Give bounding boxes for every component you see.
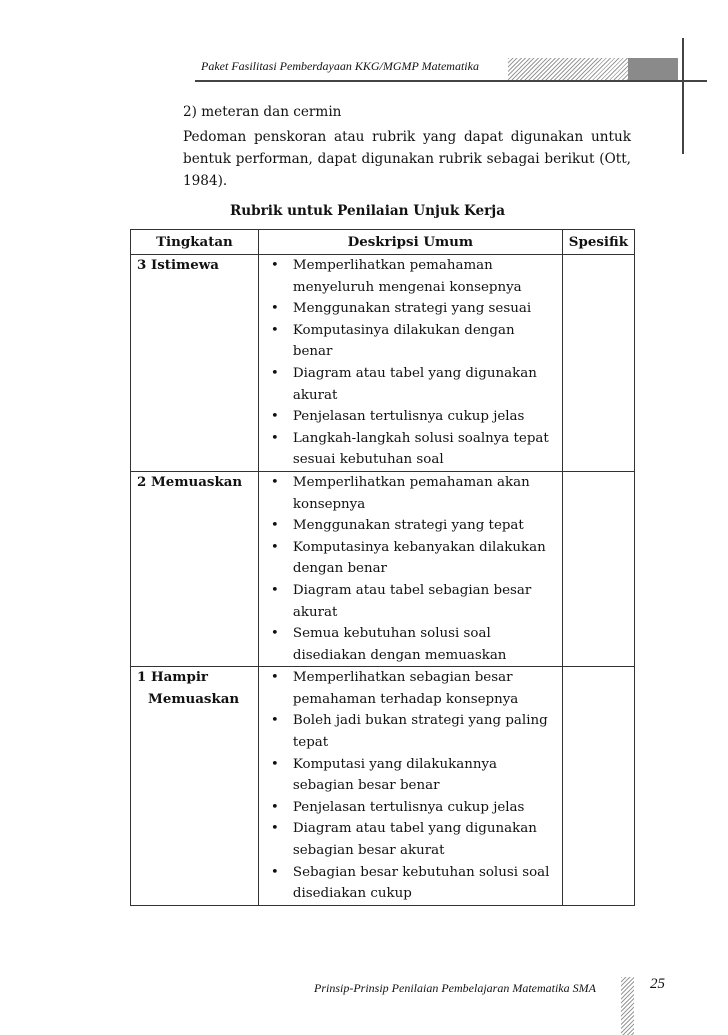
description-cell: [258, 667, 562, 906]
level-label: 2 Memuaskan: [137, 473, 243, 490]
table-header-row: [131, 230, 635, 255]
specific-cell: [562, 471, 634, 666]
description-item: • Diagram atau tabel yang digunakan sebagian besar akurat: [265, 818, 556, 861]
description-cell: [258, 255, 562, 472]
level-label: 1 Hampir: [137, 669, 208, 686]
description-item: • Komputasinya kebanyakan dilakukan dengan benar: [265, 537, 556, 580]
description-item: • Langkah-langkah solusi soalnya tepat sesuai kebutuhan soal: [265, 428, 556, 471]
description-item: • Menggunakan strategi yang tepat: [265, 515, 556, 537]
header-vertical-rule: [682, 38, 684, 154]
description-item: • Komputasi yang dilakukannya sebagian besar benar: [265, 754, 556, 797]
description-item: • Penjelasan tertulisnya cukup jelas: [265, 406, 556, 428]
header-rule: [195, 80, 707, 82]
description-item: • Memperlihatkan sebagian besar pemahaman terhadap konsepnya: [265, 667, 556, 710]
header-deskripsi-umum: Deskripsi Umum: [258, 230, 562, 255]
description-item: • Komputasinya dilakukan dengan benar: [265, 320, 556, 363]
header-hatch-decoration: [508, 58, 628, 80]
body-paragraph: Pedoman penskoran atau rubrik yang dapat digunakan untuk bentuk performan, dapat digunakan rubrik sebagai berikut (Ott, 1984).: [183, 129, 631, 189]
running-footer-title: Prinsip-Prinsip Penilaian Pembelajaran Matematika SMA: [314, 981, 596, 995]
footer-hatch-decoration: [621, 977, 634, 1035]
description-item: • Memperlihatkan pemahaman akan konsepnya: [265, 472, 556, 515]
level-cell: [131, 255, 259, 472]
description-list: [265, 667, 556, 905]
description-list: [265, 472, 556, 666]
description-cell: [258, 471, 562, 666]
description-item: • Menggunakan strategi yang sesuai: [265, 298, 556, 320]
running-header-title: Paket Fasilitasi Pemberdayaan KKG/MGMP Matematika: [201, 59, 479, 73]
header-tingkatan: Tingkatan: [131, 230, 259, 255]
description-list: [265, 255, 556, 471]
description-item: • Semua kebutuhan solusi soal disediakan dengan memuaskan: [265, 623, 556, 666]
table-caption: Rubrik untuk Penilaian Unjuk Kerja: [229, 203, 506, 219]
table-row: [131, 471, 635, 666]
level-cell: [131, 667, 259, 906]
table-row: [131, 667, 635, 906]
description-item: • Diagram atau tabel yang digunakan akurat: [265, 363, 556, 406]
description-item: • Penjelasan tertulisnya cukup jelas: [265, 797, 556, 819]
table-row: [131, 255, 635, 472]
page-number: 25: [650, 976, 665, 992]
rubric-table: [130, 229, 635, 906]
description-item: • Memperlihatkan pemahaman menyeluruh mengenai konsepnya: [265, 255, 556, 298]
description-item: • Sebagian besar kebutuhan solusi soal disediakan cukup: [265, 862, 556, 905]
description-item: • Diagram atau tabel sebagian besar akurat: [265, 580, 556, 623]
header-dark-block: [628, 58, 678, 80]
description-item: • Boleh jadi bukan strategi yang paling tepat: [265, 710, 556, 753]
header-spesifik: Spesifik: [562, 230, 634, 255]
level-cell: [131, 471, 259, 666]
level-label-continued: Memuaskan: [148, 690, 240, 707]
list-item-tools: 2) meteran dan cermin: [183, 104, 342, 120]
specific-cell: [562, 667, 634, 906]
level-label: 3 Istimewa: [137, 257, 219, 273]
specific-cell: [562, 255, 634, 472]
